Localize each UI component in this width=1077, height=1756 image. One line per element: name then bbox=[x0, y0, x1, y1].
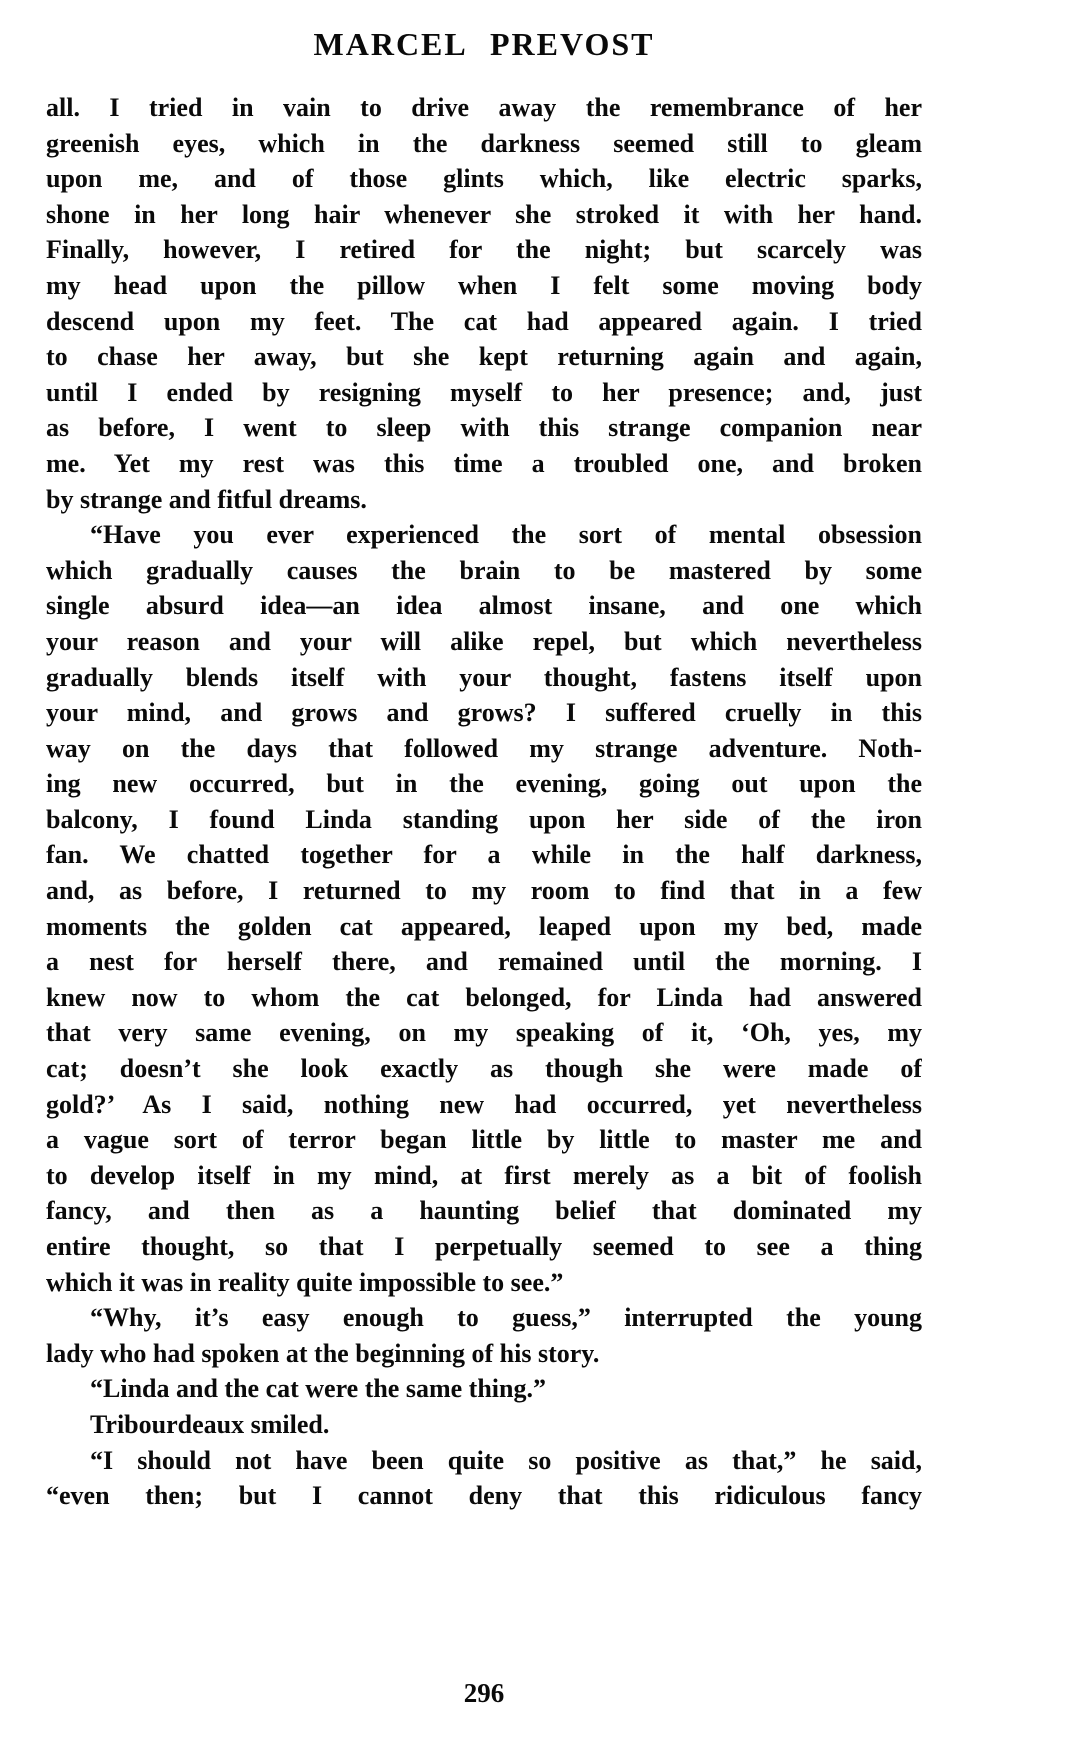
paragraph bbox=[46, 517, 922, 1300]
text-line: “Have you ever experienced the sort of mental obsession bbox=[90, 520, 922, 550]
body-text bbox=[46, 90, 922, 1514]
text-line: Tribourdeaux smiled. bbox=[90, 1409, 330, 1439]
text-line: to develop itself in my mind, at first merely as a bit of foolish bbox=[46, 1160, 922, 1190]
text-line: single absurd idea—an idea almost insane, and one which bbox=[46, 591, 922, 621]
text-line: descend upon my feet. The cat had appeared again. I tried bbox=[46, 306, 922, 336]
paragraph bbox=[46, 1407, 922, 1443]
paragraph bbox=[46, 1371, 922, 1407]
text-line: upon me, and of those glints which, like electric sparks, bbox=[46, 164, 922, 194]
text-line: and, as before, I returned to my room to find that in a few bbox=[46, 876, 922, 906]
text-line: lady who had spoken at the beginning of his story. bbox=[46, 1338, 600, 1368]
text-line: your mind, and grows and grows? I suffered cruelly in this bbox=[46, 698, 922, 728]
text-line: “I should not have been quite so positive as that,” he said, bbox=[90, 1445, 922, 1475]
text-line: that very same evening, on my speaking of it, ‘Oh, yes, my bbox=[46, 1018, 922, 1048]
text-line: a nest for herself there, and remained until the morning. I bbox=[46, 947, 922, 977]
text-line: until I ended by resigning myself to her presence; and, just bbox=[46, 377, 922, 407]
text-line: fancy, and then as a haunting belief that dominated my bbox=[46, 1196, 922, 1226]
text-line: Finally, however, I retired for the night; but scarcely was bbox=[46, 235, 922, 265]
text-line: entire thought, so that I perpetually seemed to see a thing bbox=[46, 1232, 922, 1261]
text-line: balcony, I found Linda standing upon her side of the iron bbox=[46, 804, 922, 834]
running-header: MARCEL PREVOST bbox=[313, 26, 655, 62]
text-line: gold?’ As I said, nothing new had occurred, yet nevertheless bbox=[46, 1089, 922, 1119]
text-line: knew now to whom the cat belonged, for Linda had answered bbox=[46, 982, 922, 1012]
page-number: 296 bbox=[463, 1678, 505, 1708]
text-line: moments the golden cat appeared, leaped upon my bed, made bbox=[46, 911, 922, 941]
text-line: shone in her long hair whenever she stroked it with her hand. bbox=[46, 199, 922, 229]
paragraph bbox=[46, 1300, 922, 1371]
text-line: greenish eyes, which in the darkness seemed still to gleam bbox=[46, 128, 922, 158]
text-line: fan. We chatted together for a while in the half darkness, bbox=[46, 840, 922, 870]
text-line: my head upon the pillow when I felt some moving body bbox=[46, 270, 922, 300]
text-line: ing new occurred, but in the evening, going out upon the bbox=[46, 769, 922, 799]
text-line: “Why, it’s easy enough to guess,” interrupted the young bbox=[90, 1303, 922, 1333]
paragraph bbox=[46, 1443, 922, 1514]
text-line: all. I tried in vain to drive away the remembrance of her bbox=[46, 93, 922, 122]
text-line: way on the days that followed my strange adventure. Noth- bbox=[46, 733, 922, 763]
text-line: which it was in reality quite impossible to see.” bbox=[46, 1267, 564, 1297]
text-line: your reason and your will alike repel, but which nevertheless bbox=[46, 626, 922, 656]
paragraph bbox=[46, 90, 922, 517]
text-line: gradually blends itself with your thought, fastens itself upon bbox=[46, 662, 922, 692]
text-line: cat; doesn’t she look exactly as though she were made of bbox=[46, 1054, 922, 1084]
text-line: a vague sort of terror began little by little to master me and bbox=[46, 1125, 922, 1155]
text-line: which gradually causes the brain to be mastered by some bbox=[46, 555, 922, 585]
text-line: as before, I went to sleep with this strange companion near bbox=[46, 413, 922, 443]
text-line: “Linda and the cat were the same thing.” bbox=[90, 1374, 546, 1404]
text-line: by strange and fitful dreams. bbox=[46, 484, 367, 514]
text-line: “even then; but I cannot deny that this ridiculous fancy bbox=[46, 1481, 922, 1511]
text-line: me. Yet my rest was this time a troubled one, and broken bbox=[46, 448, 922, 478]
text-line: to chase her away, but she kept returning again and again, bbox=[46, 342, 922, 372]
